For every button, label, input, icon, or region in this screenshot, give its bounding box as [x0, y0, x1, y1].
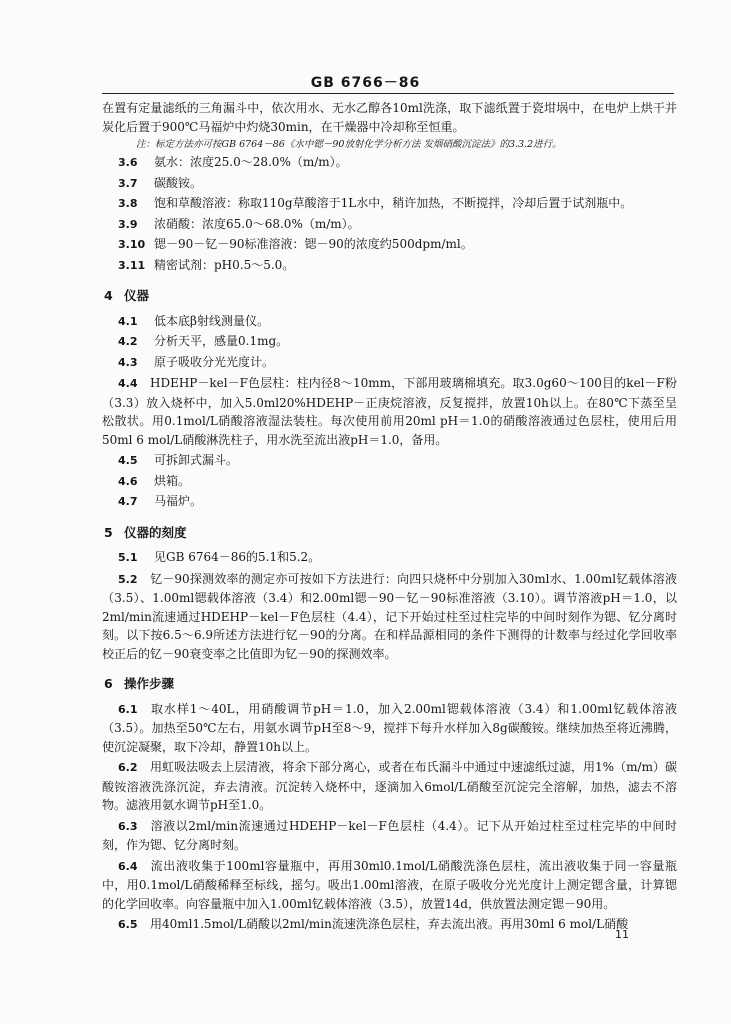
item-text: HDEHP－kel－F色层柱：柱内径8～10mm，下部用玻璃棉填充。取3.0g60～100目的kel－F粉（3.3）放入烧杯中，加入5.0ml20%HDEHP－正庚烷溶液，反复搅拌，放置10h以上。在80℃下蒸至呈松散状。用0.1mol/L硝酸溶液湿法装柱。每次使用前用20ml pH＝1.0的硝酸溶液通过色层柱，使用后用50ml 6 mol/L硝酸淋洗柱子，用水洗至流出液pH＝1.0，备用。	[102, 376, 677, 447]
procedure-step	[102, 817, 677, 855]
standard-number-header: GB 6766－86	[310, 75, 421, 91]
item-number: 4.3	[118, 355, 138, 369]
item-number: 3.9	[118, 217, 138, 231]
item-number: 5.2	[118, 572, 138, 586]
item-text: 烘箱。	[154, 473, 191, 488]
item-number: 4.5	[118, 454, 138, 467]
item-number: 3.7	[118, 176, 138, 190]
section-title: 仪器的刻度	[124, 524, 187, 540]
section-title: 仪器	[124, 288, 150, 303]
calibration-item	[102, 548, 677, 568]
item-text: 流出液收集于100ml容量瓶中，再用30ml0.1mol/L硝酸洗涤色层柱，流出液收集于同一容量瓶中，用0.1mol/L硝酸稀释至标线，摇匀。吸出1.00ml溶液，在原子吸收分光光度计上测定锶含量，计算锶的化学回收率。向容量瓶中加入1.00ml钇载体溶液（3.5），放置14d，供放置法测定锶－90用。	[102, 858, 677, 911]
reagent-item	[102, 174, 677, 194]
item-text: 浓硝酸：浓度65.0～68.0%（m/m）。	[154, 216, 360, 231]
section-heading	[102, 287, 677, 306]
instrument-item	[102, 492, 677, 512]
reagent-item	[102, 215, 677, 235]
reagent-item	[102, 194, 677, 214]
header-rule	[102, 93, 674, 94]
item-text: 分析天平，感量0.1mg。	[154, 334, 289, 348]
procedure-step	[102, 700, 677, 757]
section-number: 5	[104, 524, 113, 540]
item-text: 精密试剂：pH0.5～5.0。	[154, 257, 295, 272]
item-text: 马福炉。	[154, 494, 203, 508]
item-text: 用虹吸法吸去上层清液，将余下部分离心，或者在布氏漏斗中通过中速滤纸过滤，用1%（m/m）碳酸铵溶液洗涤沉淀，弃去清液。沉淀转入烧杯中，逐滴加入6mol/L硝酸至沉淀完全溶解，加热，滤去不溶物。滤液用氨水调节pH至1.0。	[102, 760, 677, 812]
item-text: 钇－90探测效率的测定亦可按如下方法进行：向四只烧杯中分别加入30ml水、1.00ml钇载体溶液（3.5）、1.00ml锶载体溶液（3.4）和2.00ml锶－90－钇－90标准溶液（3.10）。调节溶液pH＝1.0，以2ml/min流速通过HDEHP－kel－F色层柱（4.4），记下开始过柱至过柱完毕的中间时刻作为锶、钇分离时刻。以下按6.5～6.9所述方法进行钇－90的分离。在和样品源相同的条件下测得的计数率与经过化学回收率校正后的钇－90衰变率之比值即为钇－90的探测效率。	[102, 571, 677, 661]
item-text: 可拆卸式漏斗。	[154, 453, 239, 467]
item-number: 4.4	[118, 377, 138, 390]
item-number: 3.8	[118, 197, 138, 210]
item-number: 4.6	[118, 474, 138, 488]
item-text: 氨水：浓度25.0～28.0%（m/m）。	[154, 155, 348, 169]
item-number: 4.7	[118, 495, 138, 508]
document-body	[102, 99, 677, 937]
instrument-item	[102, 353, 677, 373]
item-number: 6.2	[118, 761, 138, 774]
item-text: 低本底β射线测量仪。	[154, 313, 269, 328]
page-number: 11	[615, 928, 629, 941]
item-number: 3.11	[118, 258, 146, 272]
reagent-item	[102, 153, 677, 173]
item-text: 用40ml1.5mol/L硝酸以2ml/min流速洗涤色层柱，弃去流出液。再用30ml 6 mol/L硝酸	[150, 917, 629, 931]
procedure-step	[102, 758, 677, 815]
instrument-item	[102, 332, 677, 352]
procedure-step	[102, 915, 677, 935]
section-number: 4	[104, 288, 113, 303]
reagent-item	[102, 235, 677, 255]
item-number: 6.3	[118, 819, 138, 833]
procedure-step	[102, 857, 677, 914]
item-number: 4.1	[118, 314, 138, 328]
intro-note: 注：标定方法亦可按GB 6764－86《水中锶－90放射化学分析方法 发烟硝酸沉淀法》的3.3.2进行。	[136, 139, 562, 150]
item-text: 取水样1～40L，用硝酸调节pH＝1.0，加入2.00ml锶载体溶液（3.4）和1.00ml钇载体溶液（3.5）。加热至50℃左右，用氨水调节pH至8～9，搅拌下每升水样加入8g碳酸铵。继续加热至将近沸腾，使沉淀凝聚，取下冷却，静置10h以上。	[102, 701, 677, 754]
item-number: 5.1	[118, 551, 138, 564]
item-text: 锶－90－钇－90标准溶液：锶－90的浓度约500dpm/ml。	[154, 237, 473, 251]
section-heading	[102, 675, 677, 694]
item-text: 溶液以2ml/min流速通过HDEHP－kel－F色层柱（4.4）。记下从开始过柱至过柱完毕的中间时刻，作为锶、钇分离时刻。	[102, 818, 677, 852]
calibration-item	[102, 570, 677, 664]
instrument-item	[102, 451, 677, 471]
item-number: 6.4	[118, 859, 138, 873]
item-text: 饱和草酸溶液：称取110g草酸溶于1L水中，稍许加热，不断搅拌，冷却后置于试剂瓶中。	[154, 196, 633, 210]
instrument-item	[102, 472, 677, 492]
section-title: 操作步骤	[124, 676, 175, 691]
item-text: 原子吸收分光光度计。	[154, 354, 275, 369]
instrument-item	[102, 312, 677, 332]
item-number: 3.10	[118, 238, 146, 251]
item-number: 6.1	[118, 702, 138, 716]
section-number: 6	[104, 676, 113, 691]
item-text: 见GB 6764－86的5.1和5.2。	[154, 550, 321, 564]
instrument-item	[102, 374, 677, 449]
item-text: 碳酸铵。	[154, 175, 203, 190]
item-number: 4.2	[118, 335, 138, 348]
section-heading	[102, 524, 677, 543]
intro-paragraph: 在置有定量滤纸的三角漏斗中，依次用水、无水乙醇各10ml洗涤，取下滤纸置于瓷坩埚中，在电炉上烘干并炭化后置于900℃马福炉中灼烧30min，在干燥器中冷却称至恒重。	[102, 101, 677, 134]
item-number: 3.6	[118, 156, 138, 169]
reagent-item	[102, 256, 677, 276]
item-number: 6.5	[118, 918, 138, 931]
